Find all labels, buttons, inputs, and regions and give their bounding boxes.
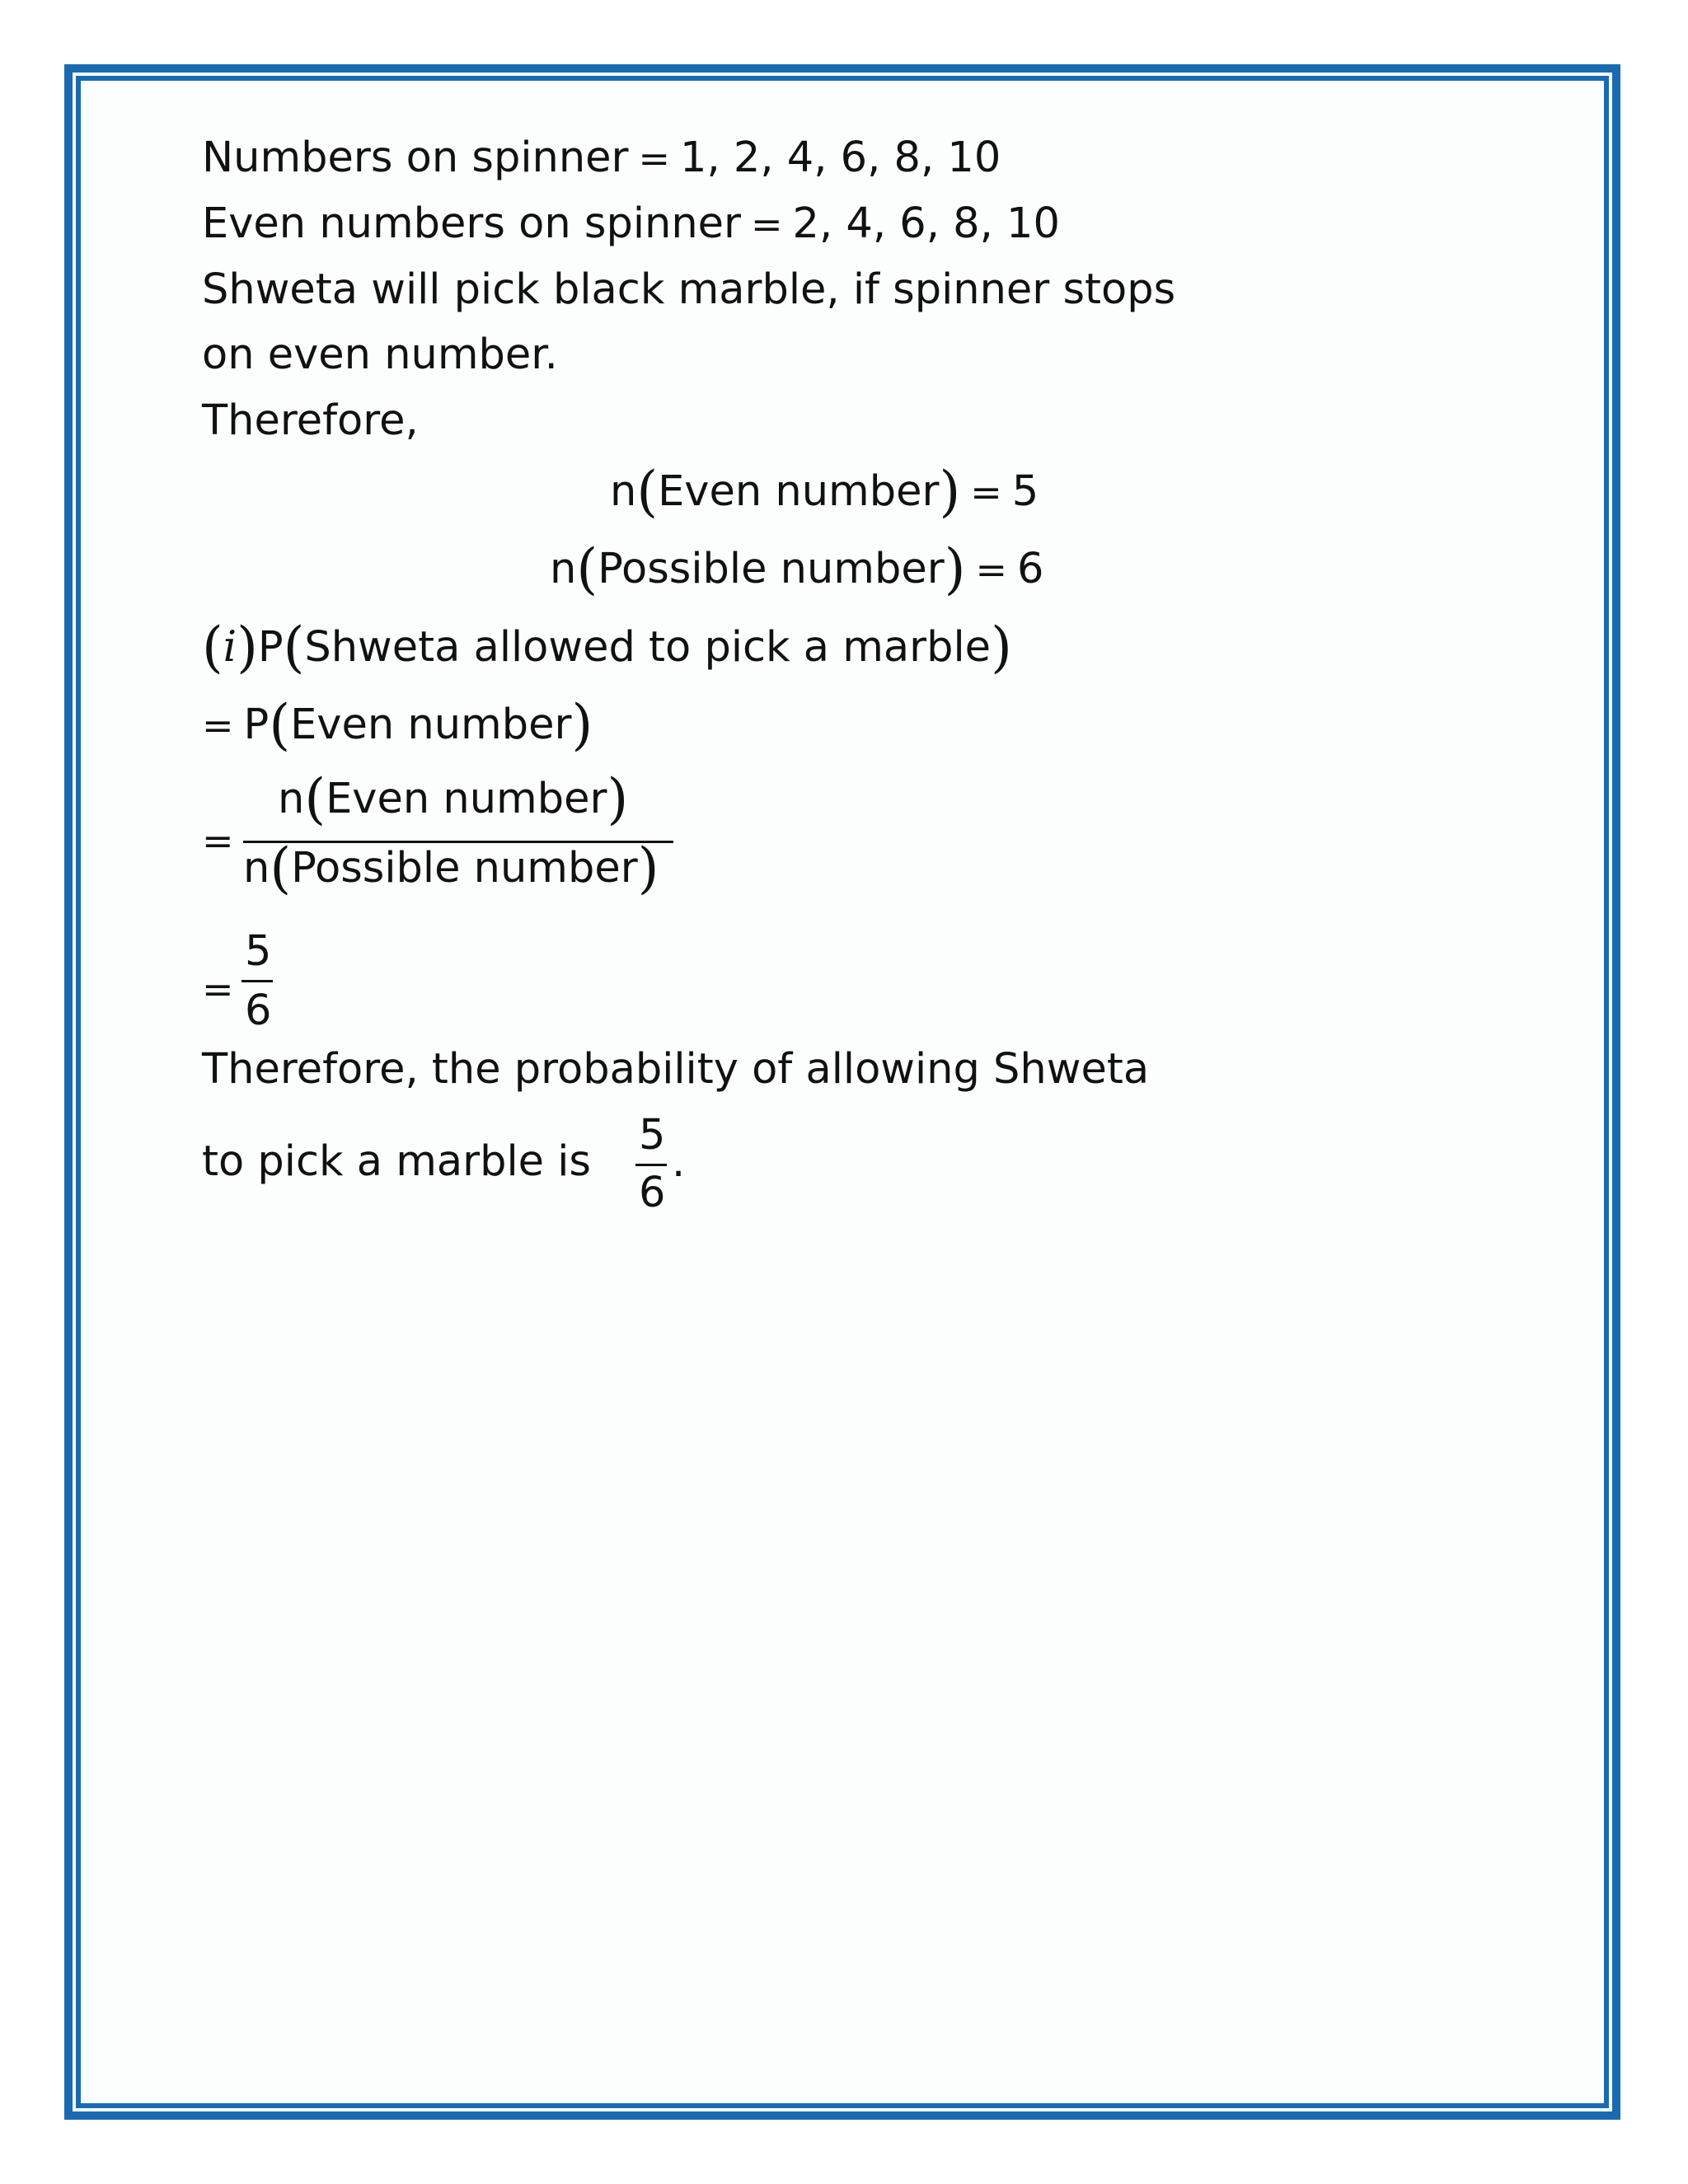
n-even-text: Even number bbox=[658, 467, 940, 516]
equals-sign: = bbox=[202, 703, 234, 748]
n-symbol: n bbox=[278, 775, 305, 823]
fraction-denominator: n(Possible number) bbox=[243, 837, 659, 900]
numerator-text: Even number bbox=[326, 775, 607, 823]
equals-sign: = bbox=[975, 547, 1008, 592]
n-possible-equation: n(Possible number) = 6 bbox=[550, 537, 1044, 601]
spinner-numbers-line bbox=[202, 134, 1001, 183]
n-even-equation: n(Even number) = 5 bbox=[610, 460, 1039, 523]
p-even-text: Even number bbox=[290, 701, 572, 749]
condition-line-2: on even number. bbox=[202, 330, 558, 379]
result-denominator: 6 bbox=[245, 987, 272, 1035]
n-possible-text: Possible number bbox=[598, 545, 945, 593]
therefore-line: Therefore, bbox=[202, 396, 419, 445]
spinner-numbers-label: Numbers on spinner bbox=[202, 134, 629, 182]
n-even-value: 5 bbox=[1011, 467, 1039, 516]
equals-sign: = bbox=[202, 967, 234, 1011]
denominator-text: Possible number bbox=[291, 844, 638, 893]
result-numerator: 5 bbox=[245, 927, 272, 976]
p-even-line: = P(Even number) bbox=[202, 693, 593, 757]
fraction-bar bbox=[243, 841, 673, 843]
event-text: Shweta allowed to pick a marble bbox=[304, 623, 992, 672]
equals-sign: = bbox=[638, 136, 671, 180]
p-symbol: P bbox=[257, 623, 284, 672]
even-numbers-value: 2, 4, 6, 8, 10 bbox=[792, 199, 1060, 248]
period: . bbox=[672, 1138, 686, 1187]
fraction-bar bbox=[635, 1164, 667, 1166]
even-numbers-line bbox=[202, 199, 1060, 249]
conclusion-denominator: 6 bbox=[639, 1169, 666, 1217]
equals-sign: = bbox=[970, 470, 1002, 514]
part-i-probability: (i)P(Shweta allowed to pick a marble) bbox=[202, 616, 1012, 679]
n-symbol: n bbox=[550, 545, 577, 593]
equals-sign: = bbox=[751, 202, 783, 246]
condition-line-1: Shweta will pick black marble, if spinner stops bbox=[202, 265, 1176, 314]
spinner-numbers-value: 1, 2, 4, 6, 8, 10 bbox=[680, 134, 1001, 182]
conclusion-line-1: Therefore, the probability of allowing Shweta bbox=[202, 1045, 1150, 1094]
part-label: i bbox=[223, 623, 237, 672]
n-symbol: n bbox=[243, 844, 270, 893]
fraction-bar bbox=[241, 980, 273, 982]
equals-sign: = bbox=[202, 818, 234, 863]
even-numbers-label: Even numbers on spinner bbox=[202, 199, 741, 248]
conclusion-numerator: 5 bbox=[639, 1111, 666, 1160]
conclusion-line-2: to pick a marble is bbox=[202, 1137, 591, 1186]
n-possible-value: 6 bbox=[1017, 545, 1044, 593]
n-symbol: n bbox=[610, 467, 637, 516]
p-symbol: P bbox=[243, 701, 270, 749]
fraction-numerator: n(Even number) bbox=[278, 767, 629, 831]
